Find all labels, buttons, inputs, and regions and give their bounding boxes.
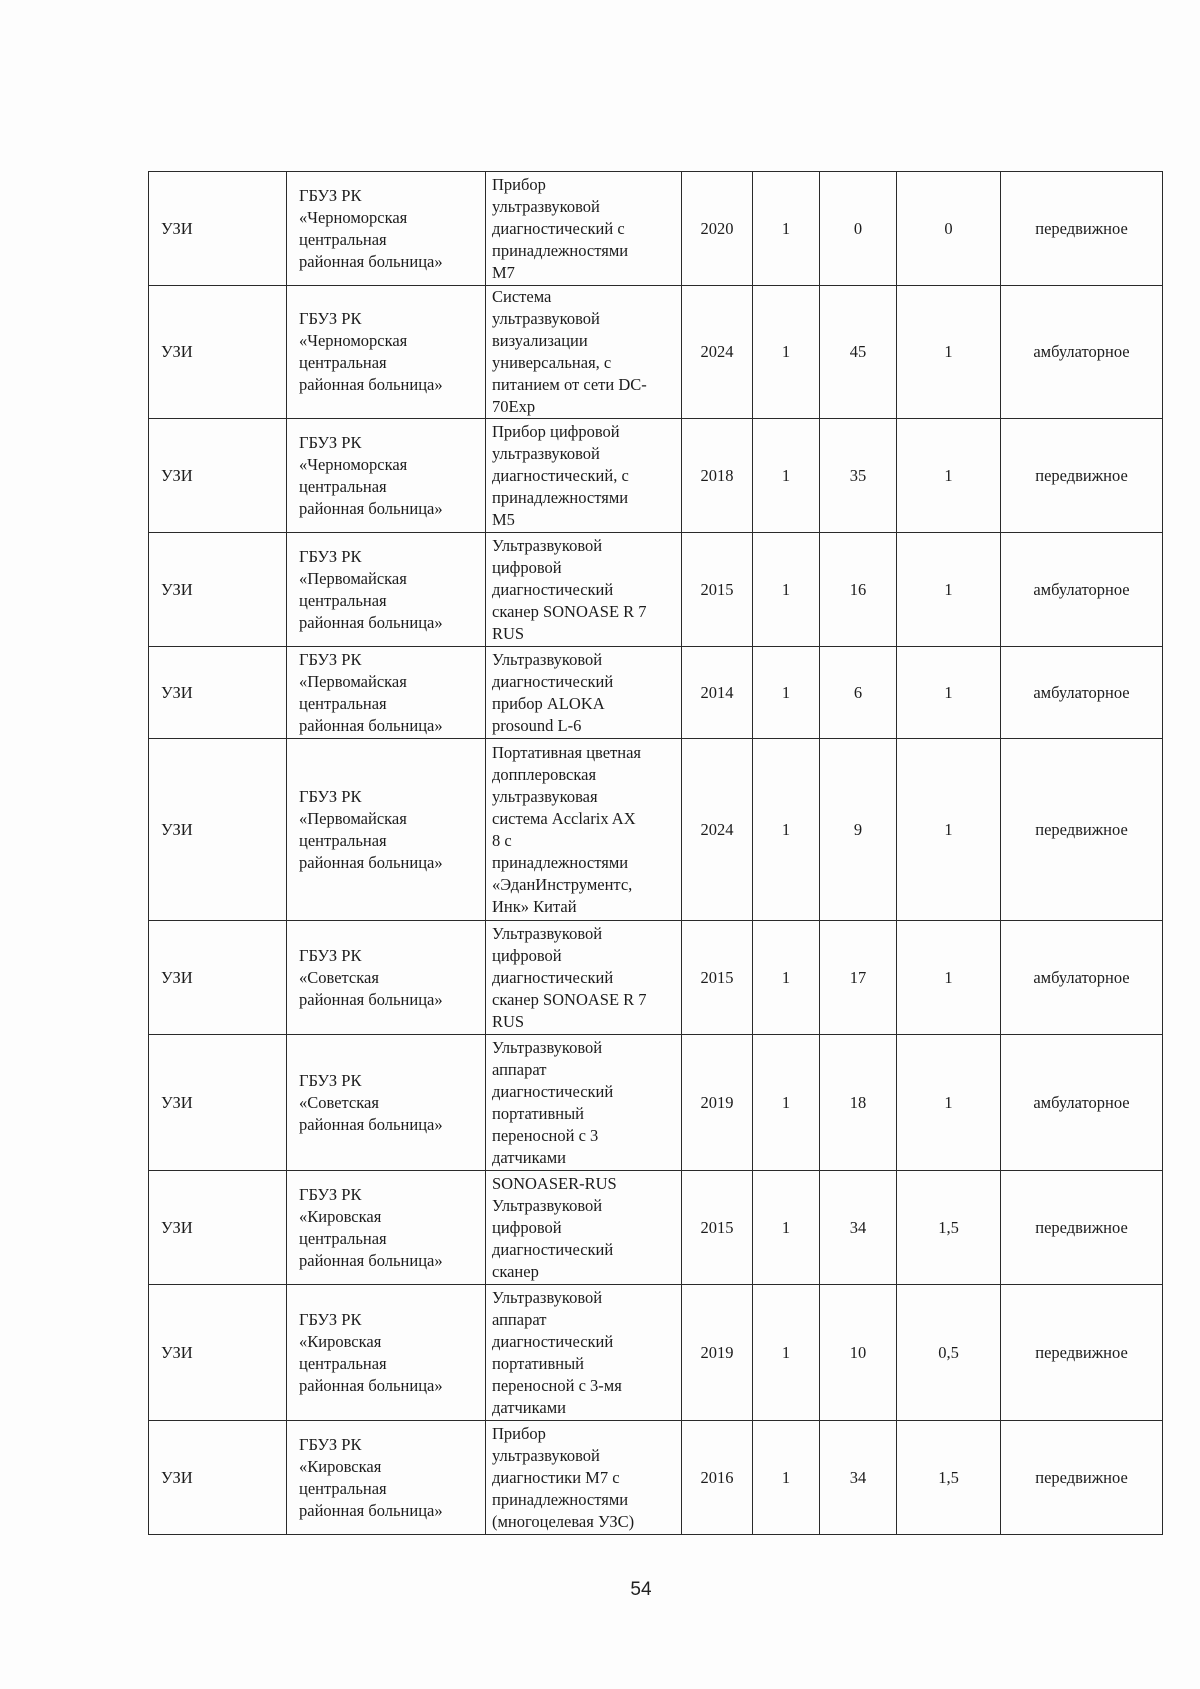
- cell-year: 2014: [682, 647, 753, 739]
- table-row: [149, 921, 1163, 1035]
- cell-usage-mode: амбулаторное: [1001, 533, 1163, 647]
- cell-quantity: 1: [753, 419, 820, 533]
- cell-value-7: 1,5: [897, 1421, 1001, 1535]
- cell-organization: ГБУЗ РК «Кировская центральная районная больница»: [287, 1421, 486, 1535]
- cell-value-6: 35: [820, 419, 897, 533]
- table-row: [149, 286, 1163, 419]
- cell-year: 2019: [682, 1035, 753, 1171]
- cell-exam-type: УЗИ: [149, 921, 287, 1035]
- cell-quantity: 1: [753, 739, 820, 921]
- cell-device-name: Система ультразвуковой визуализации универсальная, с питанием от сети DC- 70Exp: [486, 286, 682, 419]
- table-row: [149, 647, 1163, 739]
- cell-usage-mode: амбулаторное: [1001, 286, 1163, 419]
- cell-year: 2024: [682, 286, 753, 419]
- cell-value-6: 34: [820, 1171, 897, 1285]
- cell-device-name: Портативная цветная допплеровская ультразвуковая система Acclarix AX 8 с принадлежностями «ЭданИнструментс, Инк» Китай: [486, 739, 682, 921]
- table-row: [149, 739, 1163, 921]
- cell-value-6: 10: [820, 1285, 897, 1421]
- cell-usage-mode: передвижное: [1001, 1171, 1163, 1285]
- cell-usage-mode: амбулаторное: [1001, 921, 1163, 1035]
- cell-quantity: 1: [753, 1421, 820, 1535]
- cell-value-6: 18: [820, 1035, 897, 1171]
- cell-value-7: 1,5: [897, 1171, 1001, 1285]
- cell-device-name: Ультразвуковой аппарат диагностический портативный переносной с 3-мя датчиками: [486, 1285, 682, 1421]
- cell-quantity: 1: [753, 533, 820, 647]
- cell-value-6: 6: [820, 647, 897, 739]
- cell-exam-type: УЗИ: [149, 1171, 287, 1285]
- cell-usage-mode: передвижное: [1001, 739, 1163, 921]
- cell-value-6: 45: [820, 286, 897, 419]
- cell-device-name: SONOASER-RUS Ультразвуковой цифровой диагностический сканер: [486, 1171, 682, 1285]
- cell-organization: ГБУЗ РК «Советская районная больница»: [287, 1035, 486, 1171]
- cell-value-6: 16: [820, 533, 897, 647]
- cell-organization: ГБУЗ РК «Черноморская центральная районная больница»: [287, 172, 486, 286]
- cell-value-6: 17: [820, 921, 897, 1035]
- cell-usage-mode: амбулаторное: [1001, 647, 1163, 739]
- cell-value-7: 0,5: [897, 1285, 1001, 1421]
- cell-device-name: Ультразвуковой цифровой диагностический сканер SONOASE R 7 RUS: [486, 921, 682, 1035]
- cell-organization: ГБУЗ РК «Кировская центральная районная больница»: [287, 1171, 486, 1285]
- cell-organization: ГБУЗ РК «Черноморская центральная районная больница»: [287, 419, 486, 533]
- table-row: [149, 533, 1163, 647]
- cell-device-name: Прибор ультразвуковой диагностики М7 с принадлежностями (многоцелевая УЗС): [486, 1421, 682, 1535]
- cell-quantity: 1: [753, 647, 820, 739]
- cell-value-7: 1: [897, 921, 1001, 1035]
- cell-exam-type: УЗИ: [149, 172, 287, 286]
- table-row: [149, 419, 1163, 533]
- cell-usage-mode: передвижное: [1001, 1421, 1163, 1535]
- cell-organization: ГБУЗ РК «Первомайская центральная районная больница»: [287, 533, 486, 647]
- cell-value-6: 34: [820, 1421, 897, 1535]
- cell-year: 2019: [682, 1285, 753, 1421]
- equipment-table: [148, 171, 1163, 1535]
- cell-usage-mode: передвижное: [1001, 419, 1163, 533]
- table-row: [149, 1285, 1163, 1421]
- cell-year: 2015: [682, 1171, 753, 1285]
- cell-quantity: 1: [753, 921, 820, 1035]
- cell-exam-type: УЗИ: [149, 419, 287, 533]
- cell-usage-mode: передвижное: [1001, 172, 1163, 286]
- cell-exam-type: УЗИ: [149, 1035, 287, 1171]
- cell-value-7: 1: [897, 1035, 1001, 1171]
- cell-exam-type: УЗИ: [149, 1285, 287, 1421]
- cell-organization: ГБУЗ РК «Советская районная больница»: [287, 921, 486, 1035]
- cell-exam-type: УЗИ: [149, 286, 287, 419]
- cell-value-7: 1: [897, 286, 1001, 419]
- cell-organization: ГБУЗ РК «Кировская центральная районная больница»: [287, 1285, 486, 1421]
- cell-device-name: Прибор ультразвуковой диагностический с принадлежностями М7: [486, 172, 682, 286]
- table-row: [149, 1171, 1163, 1285]
- page-number: 54: [630, 1579, 652, 1600]
- table-row: [149, 1421, 1163, 1535]
- cell-quantity: 1: [753, 1035, 820, 1171]
- cell-organization: ГБУЗ РК «Первомайская центральная районная больница»: [287, 739, 486, 921]
- cell-quantity: 1: [753, 172, 820, 286]
- cell-exam-type: УЗИ: [149, 1421, 287, 1535]
- cell-quantity: 1: [753, 1285, 820, 1421]
- cell-value-7: 1: [897, 739, 1001, 921]
- cell-device-name: Ультразвуковой цифровой диагностический сканер SONOASE R 7 RUS: [486, 533, 682, 647]
- cell-year: 2015: [682, 921, 753, 1035]
- cell-value-7: 0: [897, 172, 1001, 286]
- table-body: [149, 172, 1163, 1535]
- cell-usage-mode: амбулаторное: [1001, 1035, 1163, 1171]
- cell-year: 2016: [682, 1421, 753, 1535]
- cell-value-6: 0: [820, 172, 897, 286]
- cell-device-name: Ультразвуковой аппарат диагностический портативный переносной с 3 датчиками: [486, 1035, 682, 1171]
- table-row: [149, 1035, 1163, 1171]
- cell-exam-type: УЗИ: [149, 739, 287, 921]
- cell-value-6: 9: [820, 739, 897, 921]
- cell-quantity: 1: [753, 286, 820, 419]
- cell-value-7: 1: [897, 419, 1001, 533]
- table-row: [149, 172, 1163, 286]
- cell-organization: ГБУЗ РК «Черноморская центральная районная больница»: [287, 286, 486, 419]
- cell-year: 2020: [682, 172, 753, 286]
- cell-organization: ГБУЗ РК «Первомайская центральная районная больница»: [287, 647, 486, 739]
- cell-value-7: 1: [897, 647, 1001, 739]
- cell-year: 2024: [682, 739, 753, 921]
- cell-year: 2018: [682, 419, 753, 533]
- cell-device-name: Прибор цифровой ультразвуковой диагностический, с принадлежностями М5: [486, 419, 682, 533]
- cell-exam-type: УЗИ: [149, 647, 287, 739]
- cell-device-name: Ультразвуковой диагностический прибор ALOKA prosound L-6: [486, 647, 682, 739]
- cell-exam-type: УЗИ: [149, 533, 287, 647]
- cell-usage-mode: передвижное: [1001, 1285, 1163, 1421]
- cell-value-7: 1: [897, 533, 1001, 647]
- cell-year: 2015: [682, 533, 753, 647]
- cell-quantity: 1: [753, 1171, 820, 1285]
